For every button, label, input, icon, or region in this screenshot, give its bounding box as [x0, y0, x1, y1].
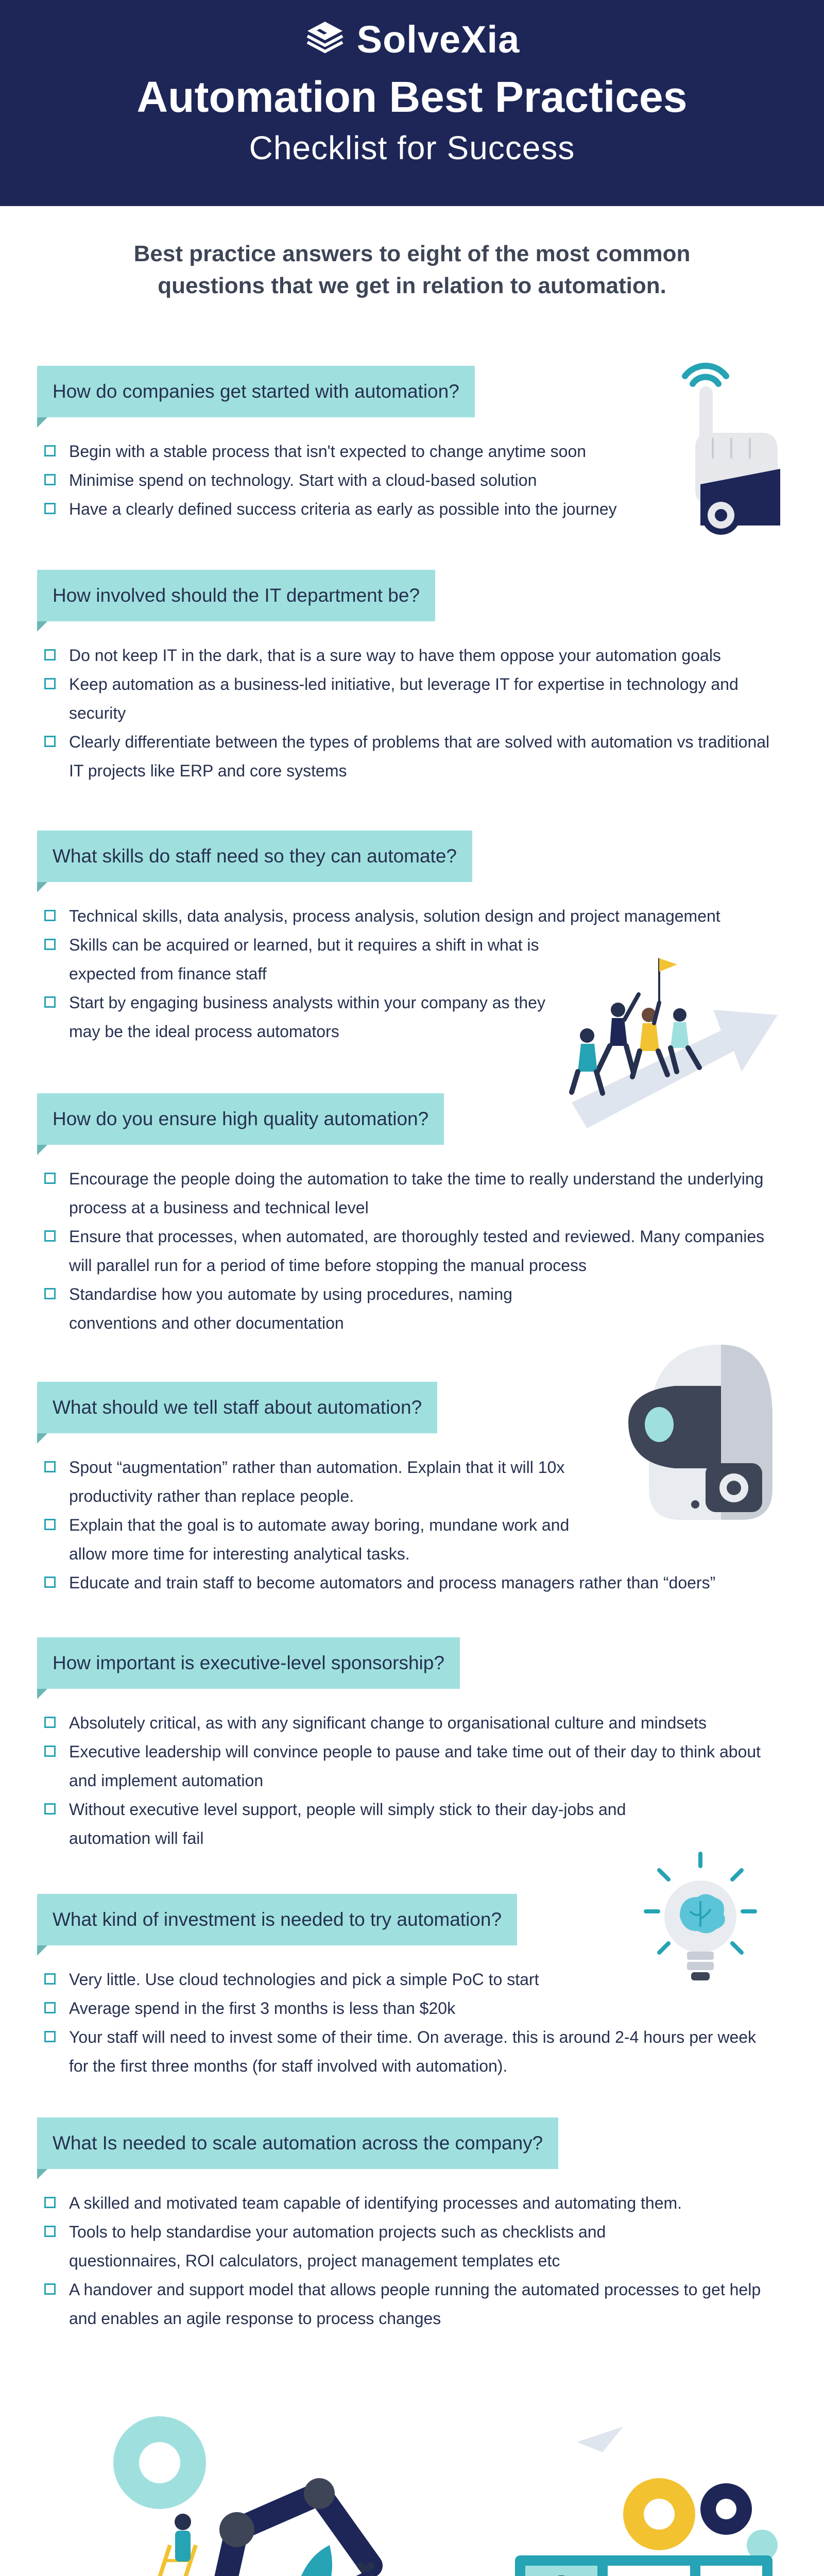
section-quality [37, 1093, 779, 1337]
checkbox-icon [44, 445, 56, 456]
bullet-list [37, 2189, 779, 2333]
list-item: Your staff will need to invest some of their time. On average. this is around 2-4 hours per week for the first three months (for staff involved with automation). [37, 2023, 779, 2080]
question-heading: How do companies get started with automation? [37, 366, 475, 417]
list-item: Ensure that processes, when automated, are thoroughly tested and reviewed. Many companies will parallel run for a period of time before stopping the manual process [37, 1222, 779, 1280]
bullet-list [37, 1164, 779, 1337]
list-item: Explain that the goal is to automate away boring, mundane work and allow more time for interesting analytical tasks. [37, 1511, 583, 1568]
checkbox-icon [44, 2226, 56, 2237]
hand-click-icon [664, 355, 783, 541]
header-banner [0, 0, 824, 206]
bullet-list [37, 1708, 779, 1853]
checkbox-icon [44, 474, 56, 485]
question-heading: How important is executive-level sponsorship? [37, 1637, 460, 1689]
checkbox-icon [44, 1973, 56, 1985]
checkbox-icon [44, 1230, 56, 1242]
list-item: A handover and support model that allows people running the automated processes to get help and enables an agile response to process changes [37, 2275, 779, 2333]
checkbox-icon [44, 649, 56, 660]
question-heading: What should we tell staff about automation? [37, 1382, 437, 1433]
list-item: Absolutely critical, as with any significant change to organisational culture and mindsets [37, 1708, 779, 1737]
list-item: Do not keep IT in the dark, that is a sure way to have them oppose your automation goals [37, 641, 779, 670]
logo-cube-icon [304, 19, 346, 60]
list-item: Very little. Use cloud technologies and pick a simple PoC to start [37, 1965, 779, 1994]
checkbox-icon [44, 1577, 56, 1588]
section-scale [37, 2117, 779, 2333]
checkbox-icon [44, 503, 56, 514]
question-heading: What kind of investment is needed to try automation? [37, 1894, 517, 1945]
list-item: Tools to help standardise your automation projects such as checklists and questionnaires, ROI calculators, project management templates etc [37, 2217, 676, 2275]
checkbox-icon [44, 1717, 56, 1728]
bullet-list [37, 641, 779, 785]
checkbox-icon [44, 2197, 56, 2208]
checkbox-icon [44, 1288, 56, 1299]
section-investment [37, 1894, 779, 2080]
checkbox-icon [44, 736, 56, 747]
checkbox-icon [44, 1173, 56, 1184]
page-subtitle: Checklist for Success [249, 129, 575, 166]
list-item: Skills can be acquired or learned, but it requires a shift in what is expected from finance staff [37, 930, 552, 988]
list-item: Start by engaging business analysts within your company as they may be the ideal process automators [37, 988, 552, 1046]
section-tell-staff [37, 1382, 779, 1597]
page-title: Automation Best Practices [136, 73, 688, 121]
logo[interactable] [278, 19, 546, 60]
list-item: A skilled and motivated team capable of identifying processes and automating them. [37, 2189, 779, 2217]
bullet-list [37, 1965, 779, 2080]
list-item: Clearly differentiate between the types of problems that are solved with automation vs traditional IT projects like ERP and core systems [37, 727, 779, 785]
list-item: Executive leadership will convince people to pause and take time out of their day to think about and implement automation [37, 1737, 779, 1795]
checkbox-icon [44, 2283, 56, 2295]
question-heading: What Is needed to scale automation across the company? [37, 2117, 558, 2169]
list-item: Spout “augmentation” rather than automation. Explain that it will 10x productivity rather than replace people. [37, 1453, 583, 1511]
list-item: Begin with a stable process that isn't expected to change anytime soon [37, 437, 634, 466]
intro-text: Best practice answers to eight of the most common questions that we get in relation to automation. [133, 241, 691, 298]
list-item: Educate and train staff to become automators and process managers rather than “doers” [37, 1568, 779, 1597]
question-heading: How do you ensure high quality automation? [37, 1093, 444, 1145]
checkbox-icon [44, 996, 56, 1008]
list-item: Technical skills, data analysis, process analysis, solution design and project management [37, 902, 779, 930]
brand-name: SolveXia [356, 18, 520, 61]
section-it-department [37, 570, 779, 785]
list-item: Keep automation as a business-led initiative, but leverage IT for expertise in technology and security [37, 670, 779, 727]
list-item: Without executive level support, people will simply stick to their day-jobs and automation will fail [37, 1795, 676, 1853]
checkbox-icon [44, 910, 56, 921]
list-item: Standardise how you automate by using procedures, naming conventions and other documentation [37, 1280, 573, 1337]
factory-scene-icon [52, 2391, 783, 2576]
question-heading: How involved should the IT department be? [37, 570, 435, 621]
bullet-list [37, 1453, 779, 1597]
list-item: Encourage the people doing the automation to take the time to really understand the underlying process at a business and technical level [37, 1164, 779, 1222]
checkbox-icon [44, 939, 56, 950]
checkbox-icon [44, 1519, 56, 1530]
section-executive-sponsorship [37, 1637, 779, 1853]
list-item: Have a clearly defined success criteria as early as possible into the journey [37, 495, 634, 523]
list-item: Average spend in the first 3 months is less than $20k [37, 1994, 779, 2023]
checkbox-icon [44, 678, 56, 689]
checkbox-icon [44, 2031, 56, 2042]
checkbox-icon [44, 2002, 56, 2013]
question-heading: What skills do staff need so they can automate? [37, 831, 472, 882]
list-item: Minimise spend on technology. Start with a cloud-based solution [37, 466, 634, 495]
checkbox-icon [44, 1803, 56, 1815]
checkbox-icon [44, 1745, 56, 1757]
checkbox-icon [44, 1461, 56, 1472]
